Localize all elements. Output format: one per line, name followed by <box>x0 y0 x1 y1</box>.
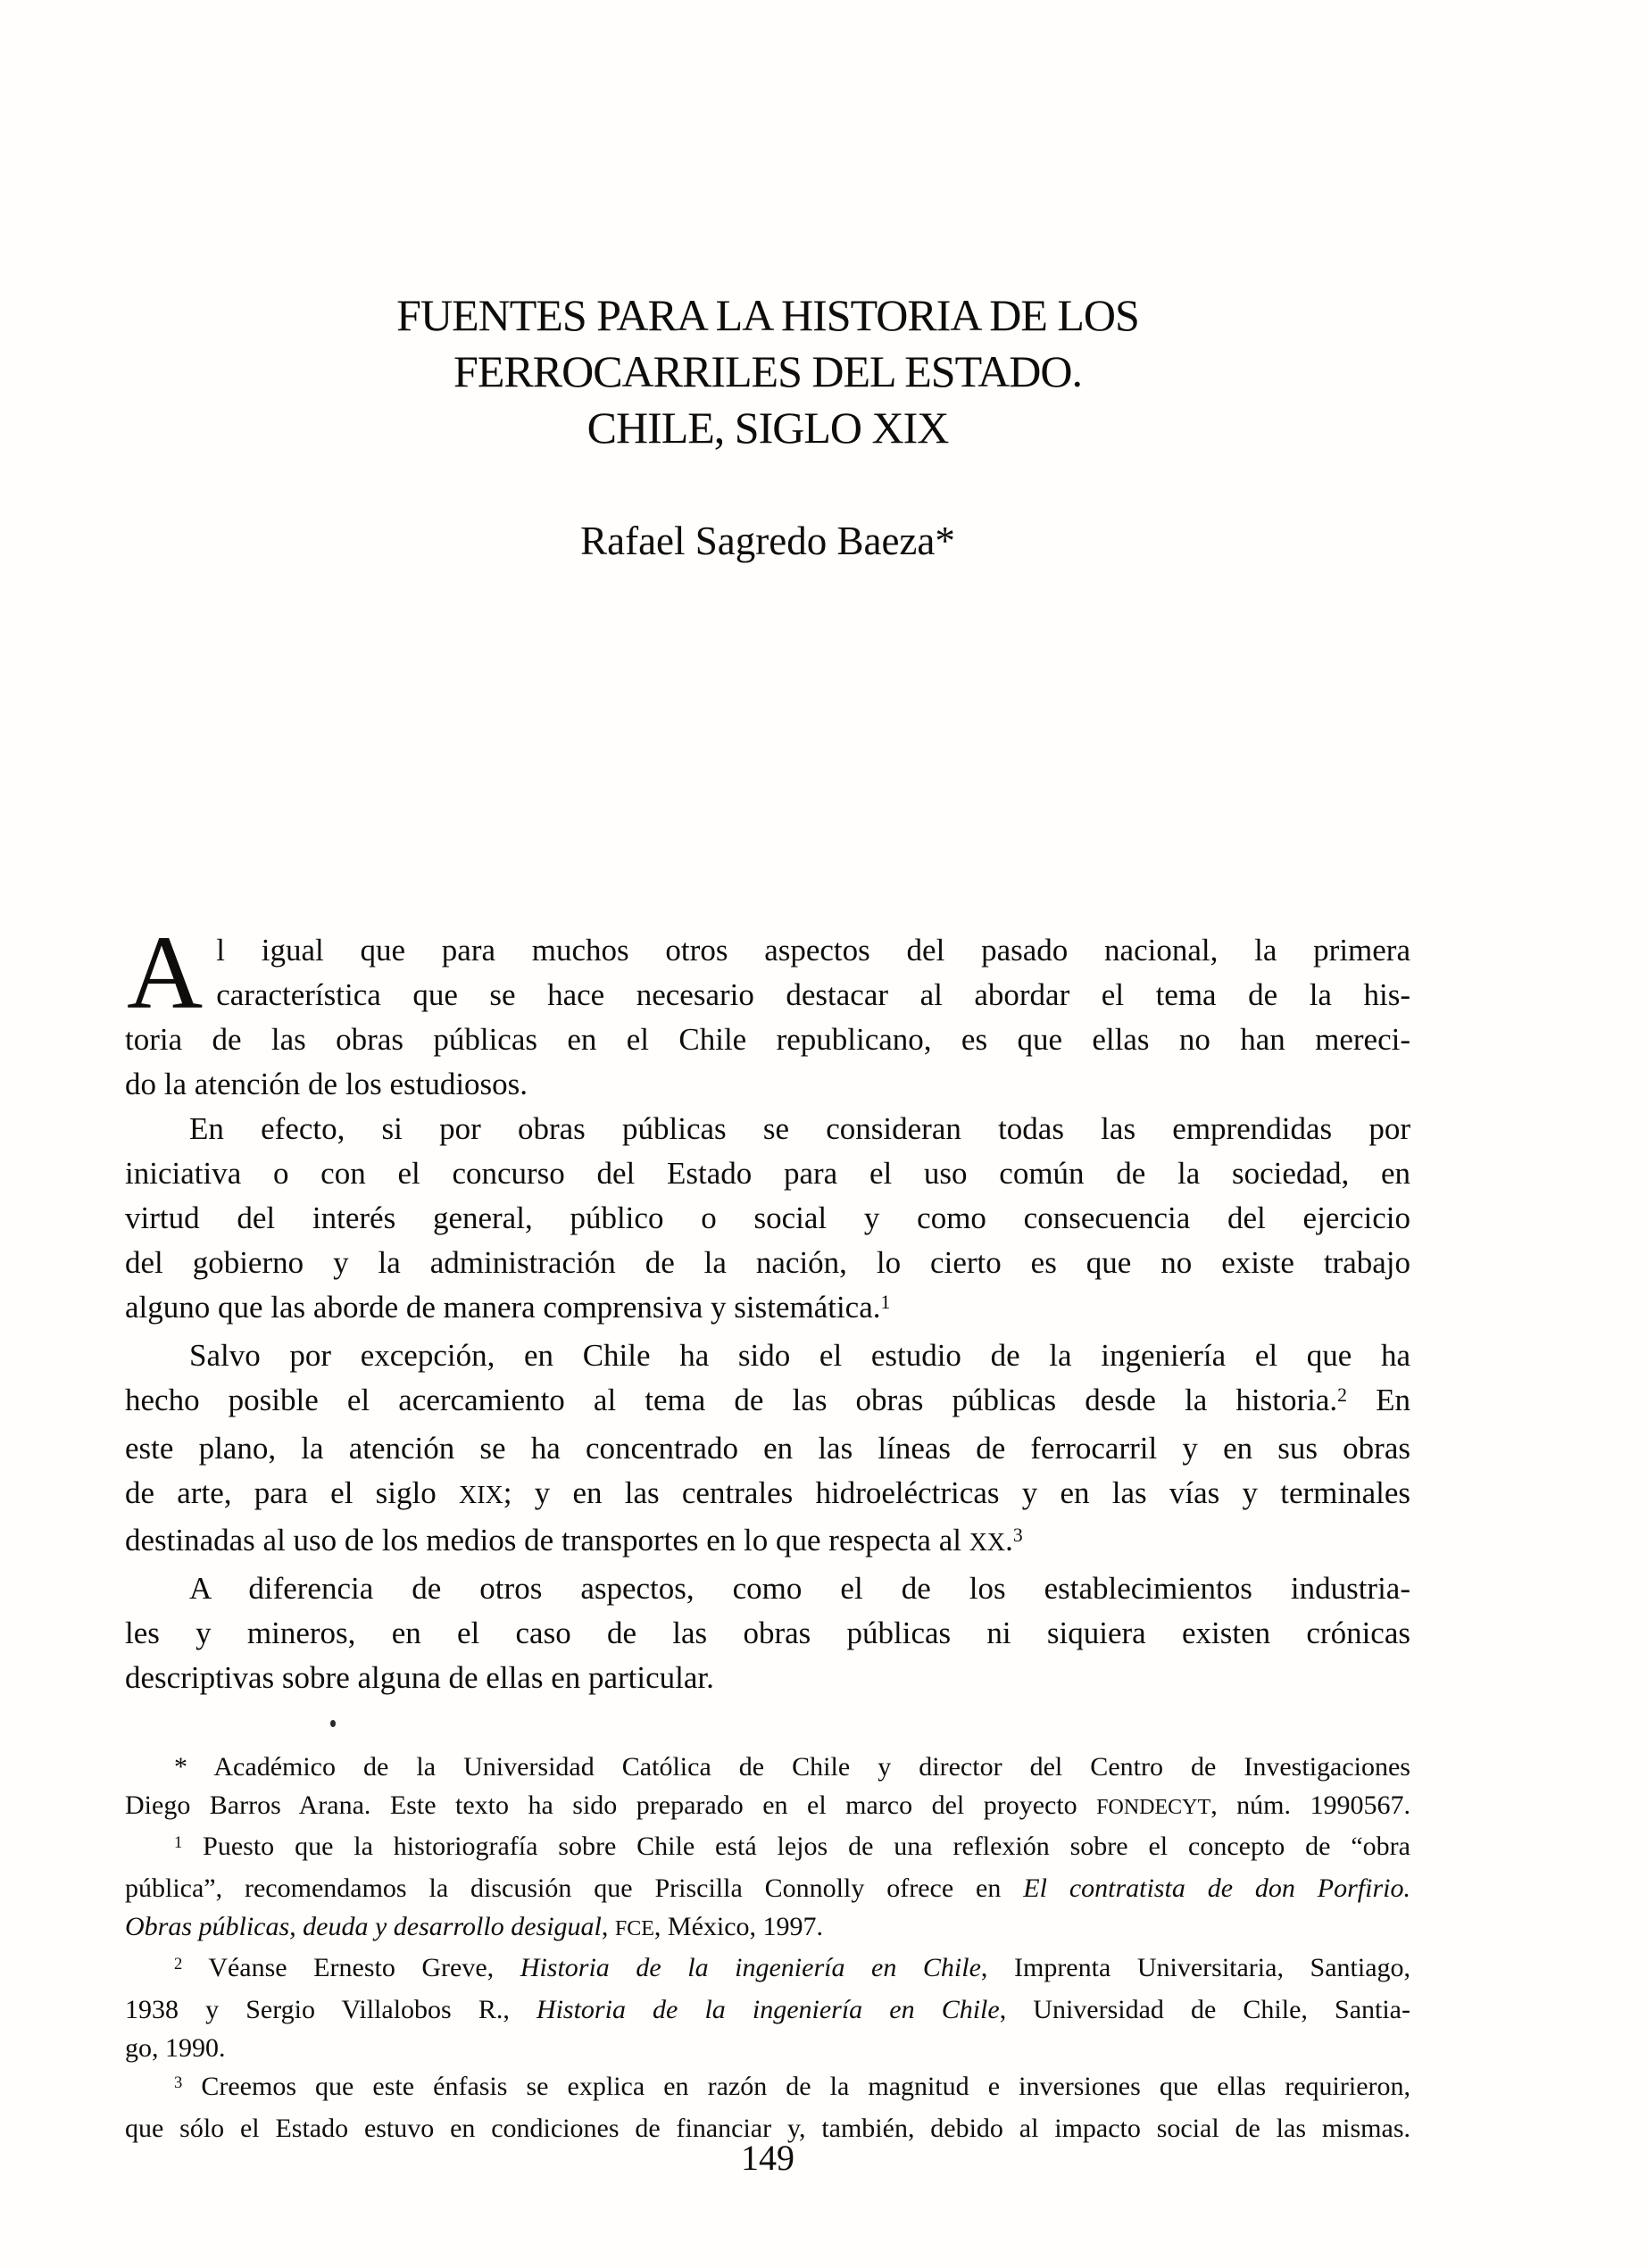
text-run: iniciativa o con el concurso del Estado para el uso común de la sociedad, en <box>125 1156 1410 1191</box>
text-line <box>125 1196 1410 1241</box>
text-line <box>125 1869 1410 1907</box>
text-run: , México, 1997. <box>653 1912 824 1941</box>
footnote-marker: 1 <box>880 1292 891 1314</box>
text-run: l igual que para muchos otros aspectos del pasado nacional, la primera <box>216 933 1410 968</box>
text-line <box>125 928 1410 973</box>
text-run: Salvo por excepción, en Chile ha sido el estudio de la ingeniería el que ha <box>189 1338 1410 1373</box>
text-run: Véanse Ernesto Greve, <box>182 1953 520 1982</box>
body-paragraph <box>125 1107 1410 1333</box>
text-run: FCE <box>614 1917 654 1940</box>
text-line <box>125 1241 1410 1285</box>
footnote <box>125 1748 1410 1827</box>
drop-cap: A <box>127 914 204 1031</box>
text-run: do la atención de los estudiosos. <box>125 1067 528 1101</box>
text-line <box>125 1656 1410 1700</box>
body-paragraph <box>125 914 1410 1107</box>
body-paragraph <box>125 1566 1410 1700</box>
footnote-marker: 3 <box>174 2073 183 2092</box>
text-run: Historia de la ingeniería en Chile <box>536 1995 1000 2024</box>
text-line <box>125 1107 1410 1151</box>
text-line <box>125 1518 1410 1566</box>
text-run: XIX <box>459 1482 503 1509</box>
text-line <box>125 1018 1410 1062</box>
text-line <box>125 973 1410 1018</box>
text-run: descriptivas sobre alguna de ellas en particular. <box>125 1660 714 1695</box>
text-line <box>125 1748 1410 1786</box>
text-line <box>125 1426 1410 1471</box>
text-run: ; y en las centrales hidroeléctricas y en las vías y terminales <box>503 1475 1410 1510</box>
text-line <box>125 1062 1410 1107</box>
text-run: Creemos que este énfasis se explica en razón de la magnitud e inversiones que ellas requirieron, <box>182 2072 1410 2101</box>
text-run: que sólo el Estado estuvo en condiciones de financiar y, también, debido al impacto social de las mismas. <box>125 2114 1410 2143</box>
text-run: , núm. 1990567. <box>1210 1790 1410 1820</box>
text-run: pública”, recomendamos la discusión que Priscilla Connolly ofrece en <box>125 1873 1024 1903</box>
text-run: * Académico de la Universidad Católica de Chile y director del Centro de Investigaciones <box>174 1752 1410 1782</box>
text-line <box>125 1471 1410 1518</box>
text-run: . <box>1005 1523 1013 1558</box>
text-run: , Imprenta Universitaria, Santiago, <box>980 1953 1411 1982</box>
text-run: go, 1990. <box>125 2033 226 2063</box>
text-line <box>125 1990 1410 2029</box>
text-line <box>125 1566 1410 1611</box>
scan-artifact-dot <box>330 1720 336 1727</box>
text-line <box>125 1285 1410 1333</box>
text-run: 1938 y Sergio Villalobos R., <box>125 1995 537 2024</box>
text-run: alguno que las aborde de manera comprensiva y sistemática. <box>125 1290 881 1325</box>
footnote-marker: 2 <box>174 1954 183 1973</box>
author-byline: Rafael Sagredo Baeza* <box>580 519 955 563</box>
text-run: Obras públicas, deuda y desarrollo desigual <box>125 1912 602 1941</box>
text-line <box>125 1378 1410 1426</box>
body-text <box>125 914 1410 1700</box>
article-title <box>125 287 1410 456</box>
text-run: FONDECYT <box>1096 1796 1211 1819</box>
text-run: destinadas al uso de los medios de transportes en lo que respecta al <box>125 1523 969 1558</box>
text-run: de arte, para el siglo <box>125 1475 459 1510</box>
article-title-line: FUENTES PARA LA HISTORIA DE LOS <box>396 290 1139 340</box>
article-title-line: CHILE, SIGLO XIX <box>586 403 949 453</box>
footnote-marker: 2 <box>1337 1384 1347 1407</box>
text-run: En <box>1347 1383 1410 1417</box>
footnote-marker: 1 <box>174 1832 183 1852</box>
footnote-marker: 3 <box>1012 1524 1023 1547</box>
text-run: El contratista de don Porfirio. <box>1023 1873 1410 1903</box>
text-run: En efecto, si por obras públicas se consideran todas las emprendidas por <box>189 1111 1410 1146</box>
text-run: virtud del interés general, público o social y como consecuencia del ejercicio <box>125 1200 1410 1235</box>
text-line <box>125 2029 1410 2067</box>
text-line <box>125 1948 1410 1990</box>
footnote <box>125 1948 1410 2067</box>
text-line <box>125 1333 1410 1378</box>
text-line <box>125 1827 1410 1869</box>
text-line <box>125 1611 1410 1656</box>
text-run: XX <box>969 1529 1006 1557</box>
text-line <box>125 1907 1410 1948</box>
page-number: 149 <box>741 2138 794 2178</box>
text-run: hecho posible el acercamiento al tema de las obras públicas desde la historia. <box>125 1383 1338 1417</box>
text-run: Historia de la ingeniería en Chile <box>520 1953 981 1982</box>
text-line <box>125 1151 1410 1196</box>
text-run: del gobierno y la administración de la nación, lo cierto es que no existe trabajo <box>125 1245 1410 1280</box>
text-run: , <box>601 1912 615 1941</box>
text-run: Diego Barros Arana. Este texto ha sido preparado en el marco del proyecto <box>125 1790 1097 1820</box>
text-run: , Universidad de Chile, Santia- <box>999 1995 1410 2024</box>
text-line <box>125 1786 1410 1827</box>
body-paragraph <box>125 1333 1410 1566</box>
text-run: este plano, la atención se ha concentrado en las líneas de ferrocarril y en sus obras <box>125 1431 1410 1466</box>
text-run: les y mineros, en el caso de las obras públicas ni siquiera existen crónicas <box>125 1616 1410 1650</box>
footnote <box>125 1827 1410 1948</box>
footnote <box>125 2067 1410 2148</box>
footnotes-block <box>125 1748 1410 2148</box>
text-run: Puesto que la historiografía sobre Chile está lejos de una reflexión sobre el concepto de “obra <box>182 1832 1410 1861</box>
text-line <box>125 2067 1410 2109</box>
text-run: toria de las obras públicas en el Chile republicano, es que ellas no han mereci- <box>125 1022 1410 1057</box>
article-title-line: FERROCARRILES DEL ESTADO. <box>453 346 1082 396</box>
text-run: característica que se hace necesario destacar al abordar el tema de la his- <box>216 977 1410 1012</box>
text-run: A diferencia de otros aspectos, como el de los establecimientos industria- <box>189 1571 1410 1606</box>
